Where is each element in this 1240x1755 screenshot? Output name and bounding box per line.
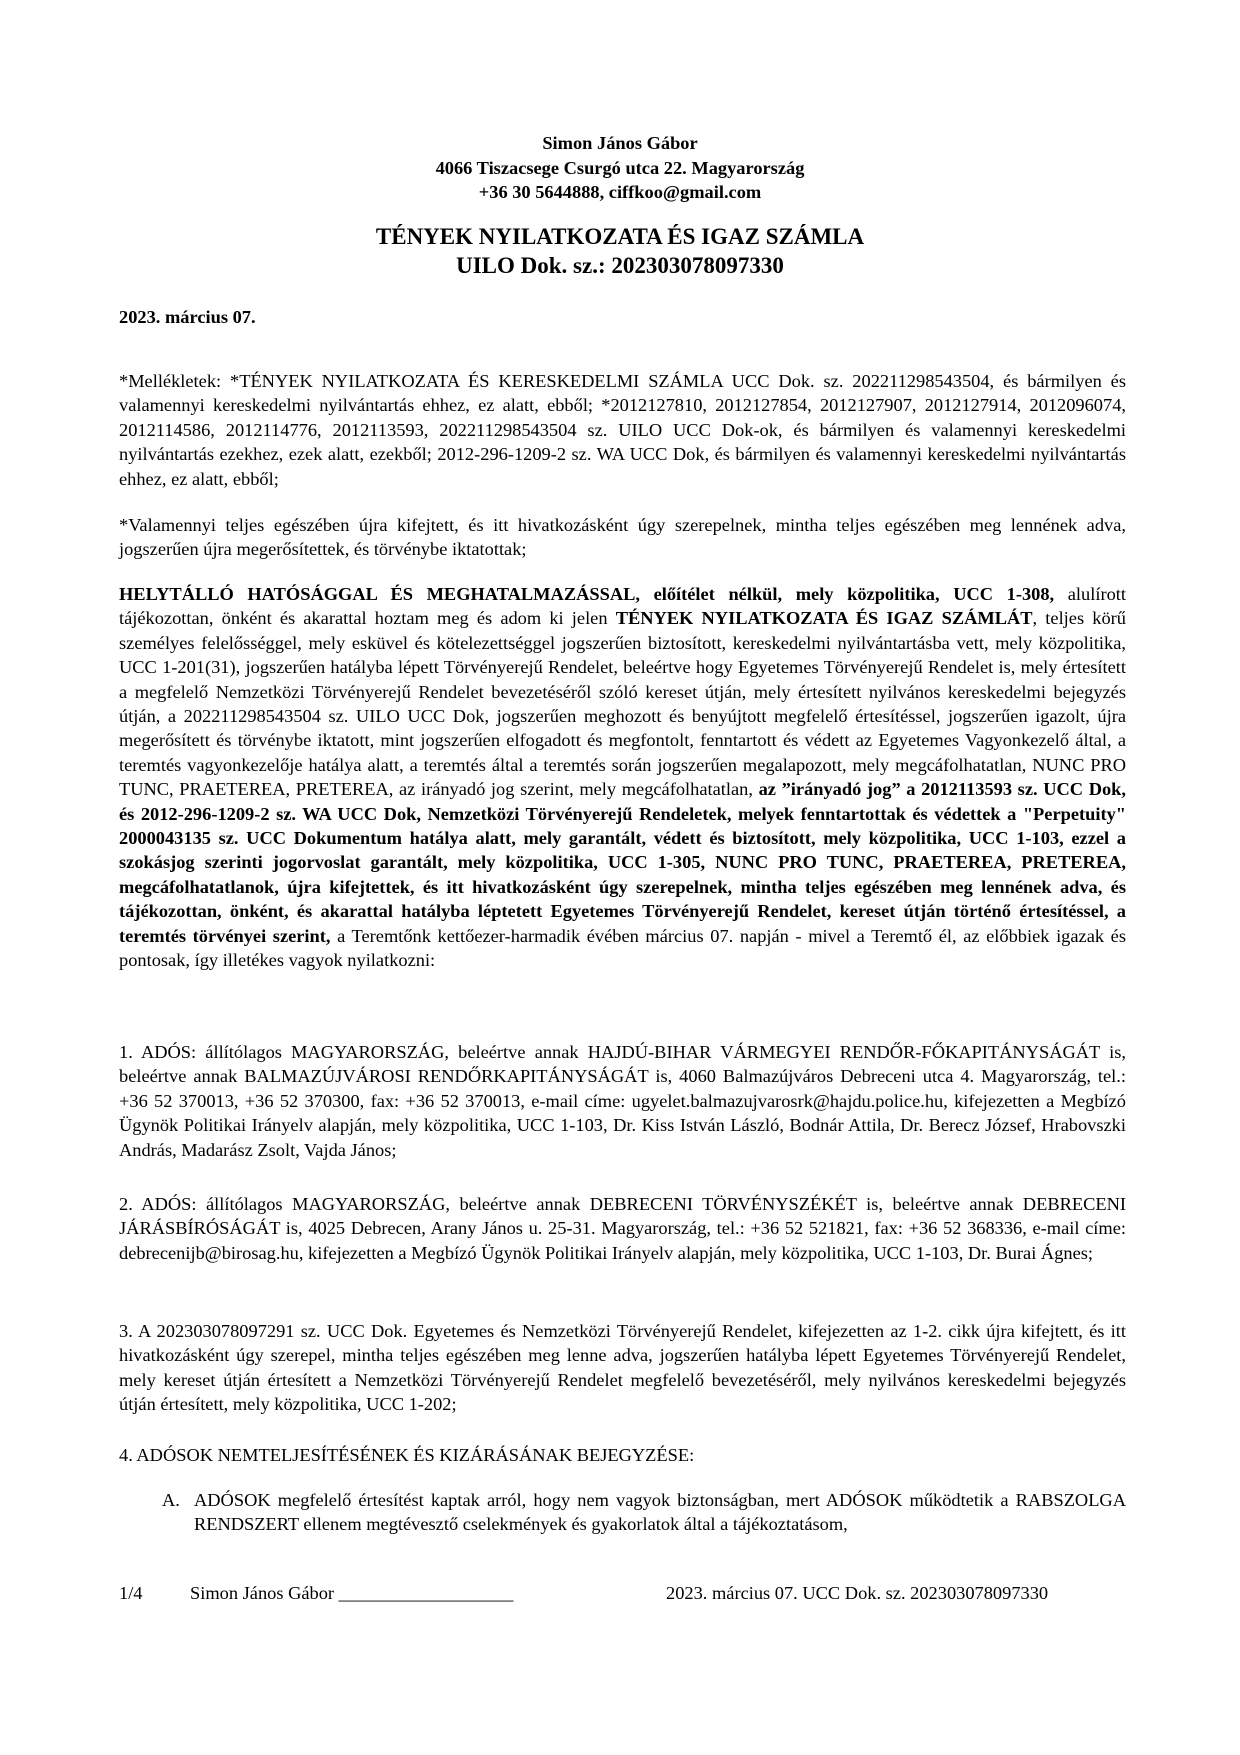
declaration-intro: alulírott tájékozottan, önként és akarattal hoztam meg és adom ki jelen xyxy=(119,584,1126,629)
declaration-body: , teljes körű személyes felelősséggel, mely esküvel és kötelezettséggel jogszerűen biztosított, kereskedelmi nyilvántartásba vett, mely közpolitika, UCC 1-201(31), jogszerűen hatályba lépett Törvényerejű Rendelet, beleértve hogy Egyetemes Törvényerejű Rendelet is, mely értesített a megfelelő Nemzetközi Törvényerejű Rendelet bevezetéséről szóló kereset útján, mely értesített nyilvános kereskedelmi bejegyzés útján, a 202211298543504 sz. UILO UCC Dok, jogszerűen meghozott és benyújtott megfelelő értesítéssel, jogszerűen igazolt, újra megerősített és törvénybe iktatott, mint jogszerűen elfogadott és megfontolt, fenntartott és védett az Egyetemes Vagyonkezelő által, a teremtés vagyonkezelője hatálya alatt, a teremtés által a teremtés során jogszerűen megalapozott, mely megcáfolhatatlan, NUNC PRO TUNC, PRAETEREA, PRETEREA, az irányadó jog szerint, mely megcáfolhatatlan, xyxy=(119,608,1126,800)
item-4a-label: A. xyxy=(162,1490,180,1510)
item-4 xyxy=(119,1443,1126,1467)
item-3 xyxy=(119,1319,1126,1417)
item-4a xyxy=(162,1488,1126,1537)
footer-signature: Simon János Gábor ___________________ xyxy=(190,1583,514,1603)
attachments-text: *Mellékletek: *TÉNYEK NYILATKOZATA ÉS KERESKEDELMI SZÁMLA UCC Dok. sz. 202211298543504, és bármilyen és valamennyi kereskedelmi nyilvántartás ehhez, ez alatt, ebből; *2012127810, 2012127854, 2012127907, 2012127914, 2012096074, 2012114586, 2012114776, 2012113593, 202211298543504 sz. UILO UCC Dok-ok, és bármilyen és valamennyi kereskedelmi nyilvántartás ezekhez, ezek alatt, ezekből; 2012-296-1209-2 sz. WA UCC Dok, és bármilyen és valamennyi kereskedelmi nyilvántartás ehhez, ez alatt, ebből; xyxy=(119,371,1126,489)
document-date: 2023. március 07. xyxy=(119,307,256,327)
page-number: 1/4 xyxy=(119,1583,143,1603)
item-4-heading: 4. ADÓSOK NEMTELJESÍTÉSÉNEK ÉS KIZÁRÁSÁNAK BEJEGYZÉSE: xyxy=(119,1445,695,1465)
item-2 xyxy=(119,1192,1126,1265)
sender-header xyxy=(0,131,1240,205)
page-footer xyxy=(0,1581,1240,1607)
title-line-1: TÉNYEK NYILATKOZATA ÉS IGAZ SZÁMLA xyxy=(375,224,865,249)
incorporation-paragraph xyxy=(119,513,1126,562)
attachments-paragraph xyxy=(119,369,1126,491)
sender-contact: +36 30 5644888, ciffkoo@gmail.com xyxy=(478,182,762,202)
sender-name: Simon János Gábor xyxy=(542,133,698,153)
document-title xyxy=(0,222,1240,280)
item-1 xyxy=(119,1040,1126,1162)
authority-clause: HELYTÁLLÓ HATÓSÁGGAL ÉS MEGHATALMAZÁSSAL, előítélet nélkül, mely közpolitika, UCC 1-308, xyxy=(119,584,1055,604)
item-4a-text: ADÓSOK megfelelő értesítést kaptak arról, hogy nem vagyok biztonságban, mert ADÓSOK működtetik a RABSZOLGA RENDSZERT ellenem megtévesztő cselekmények és gyakorlatok által a tájékoztatásom, xyxy=(194,1490,1126,1535)
governing-law-clause: az ”irányadó jog” a 2012113593 sz. UCC Dok, és 2012-296-1209-2 sz. WA UCC Dok, Nemzetközi Törvényerejű Rendeletek, melyek fenntartottak és védettek a "Perpetuity" 2000043135 sz. UCC Dokumentum hatálya alatt, mely garantált, védett és biztosított, mely közpolitika, UCC 1-103, ezzel a szokásjog szerinti jogorvoslat garantált, mely közpolitika, UCC 1-305, NUNC PRO TUNC, PRAETEREA, PRETEREA, megcáfolhatatlanok, újra kifejtettek, és itt hivatkozásként úgy szerepelnek, mintha teljes egészében meg lennének adva, és tájékozottan, önként, és akarattal hatályba léptetett Egyetemes Törvényerejű Rendelet, kereset útján történő értesítéssel, a teremtés törvényei szerint, xyxy=(119,779,1127,946)
declaration-closing: a Teremtőnk kettőezer-harmadik évében március 07. napján - mivel a Teremtő él, az előbbiek igazak és pontosak, így illetékes vagyok nyilatkozni: xyxy=(119,925,1126,971)
item-2-text: 2. ADÓS: állítólagos MAGYARORSZÁG, beleértve annak DEBRECENI TÖRVÉNYSZÉKÉT is, beleértve annak DEBRECENI JÁRÁSBÍRÓSÁGÁT is, 4025 Debrecen, Arany János u. 25-31. Magyarország, tel.: +36 52 521821, fax: +36 52 368336, e-mail címe: debrecenijb@birosag.hu, kifejezetten a Megbízó Ügynök Politikai Irányelv alapján, mely közpolitika, UCC 1-103, Dr. Burai Ágnes; xyxy=(119,1194,1126,1263)
item-3-text: 3. A 202303078097291 sz. UCC Dok. Egyetemes és Nemzetközi Törvényerejű Rendelet, kifejezetten az 1-2. cikk újra kifejtett, és itt hivatkozásként úgy szerepel, mintha teljes egészében meg lenne adva, jogszerűen hatályba lépett Egyetemes Törvényerejű Rendelet, mely kereset útján értesített a Nemzetközi Törvényerejű Rendelet megfelelő bevezetéséről, mely nyilvános kereskedelmi bejegyzés útján értesített, mely közpolitika, UCC 1-202; xyxy=(119,1321,1126,1415)
incorporation-text: *Valamennyi teljes egészében újra kifejtett, és itt hivatkozásként úgy szerepelnek, mintha teljes egészében meg lennének adva, jogszerűen újra megerősítettek, és törvénybe iktatottak; xyxy=(119,515,1126,560)
sender-address: 4066 Tiszacsege Csurgó utca 22. Magyarország xyxy=(435,157,805,178)
main-declaration-paragraph xyxy=(119,582,1126,973)
title-line-2: UILO Dok. sz.: 202303078097330 xyxy=(456,253,784,278)
declaration-name: TÉNYEK NYILATKOZATA ÉS IGAZ SZÁMLÁT xyxy=(615,608,1033,629)
footer-reference: 2023. március 07. UCC Dok. sz. 202303078097330 xyxy=(666,1583,1049,1603)
main-declaration-text xyxy=(119,582,1126,973)
item-1-text: 1. ADÓS: állítólagos MAGYARORSZÁG, beleértve annak HAJDÚ-BIHAR VÁRMEGYEI RENDŐR-FŐKAPITÁNYSÁGÁT is, beleértve annak BALMAZÚJVÁROSI RENDŐRKAPITÁNYSÁGÁT is, 4060 Balmazújváros Debreceni utca 4. Magyarország, tel.: +36 52 370013, +36 52 370300, fax: +36 52 370013, e-mail címe: ugyelet.balmazujvarosrk@hajdu.police.hu, kifejezetten a Megbízó Ügynök Politikai Irányelv alapján, mely közpolitika, UCC 1-103, Dr. Kiss István László, Bodnár Attila, Dr. Berecz József, Hrabovszki András, Madarász Zsolt, Vajda János; xyxy=(119,1042,1126,1160)
